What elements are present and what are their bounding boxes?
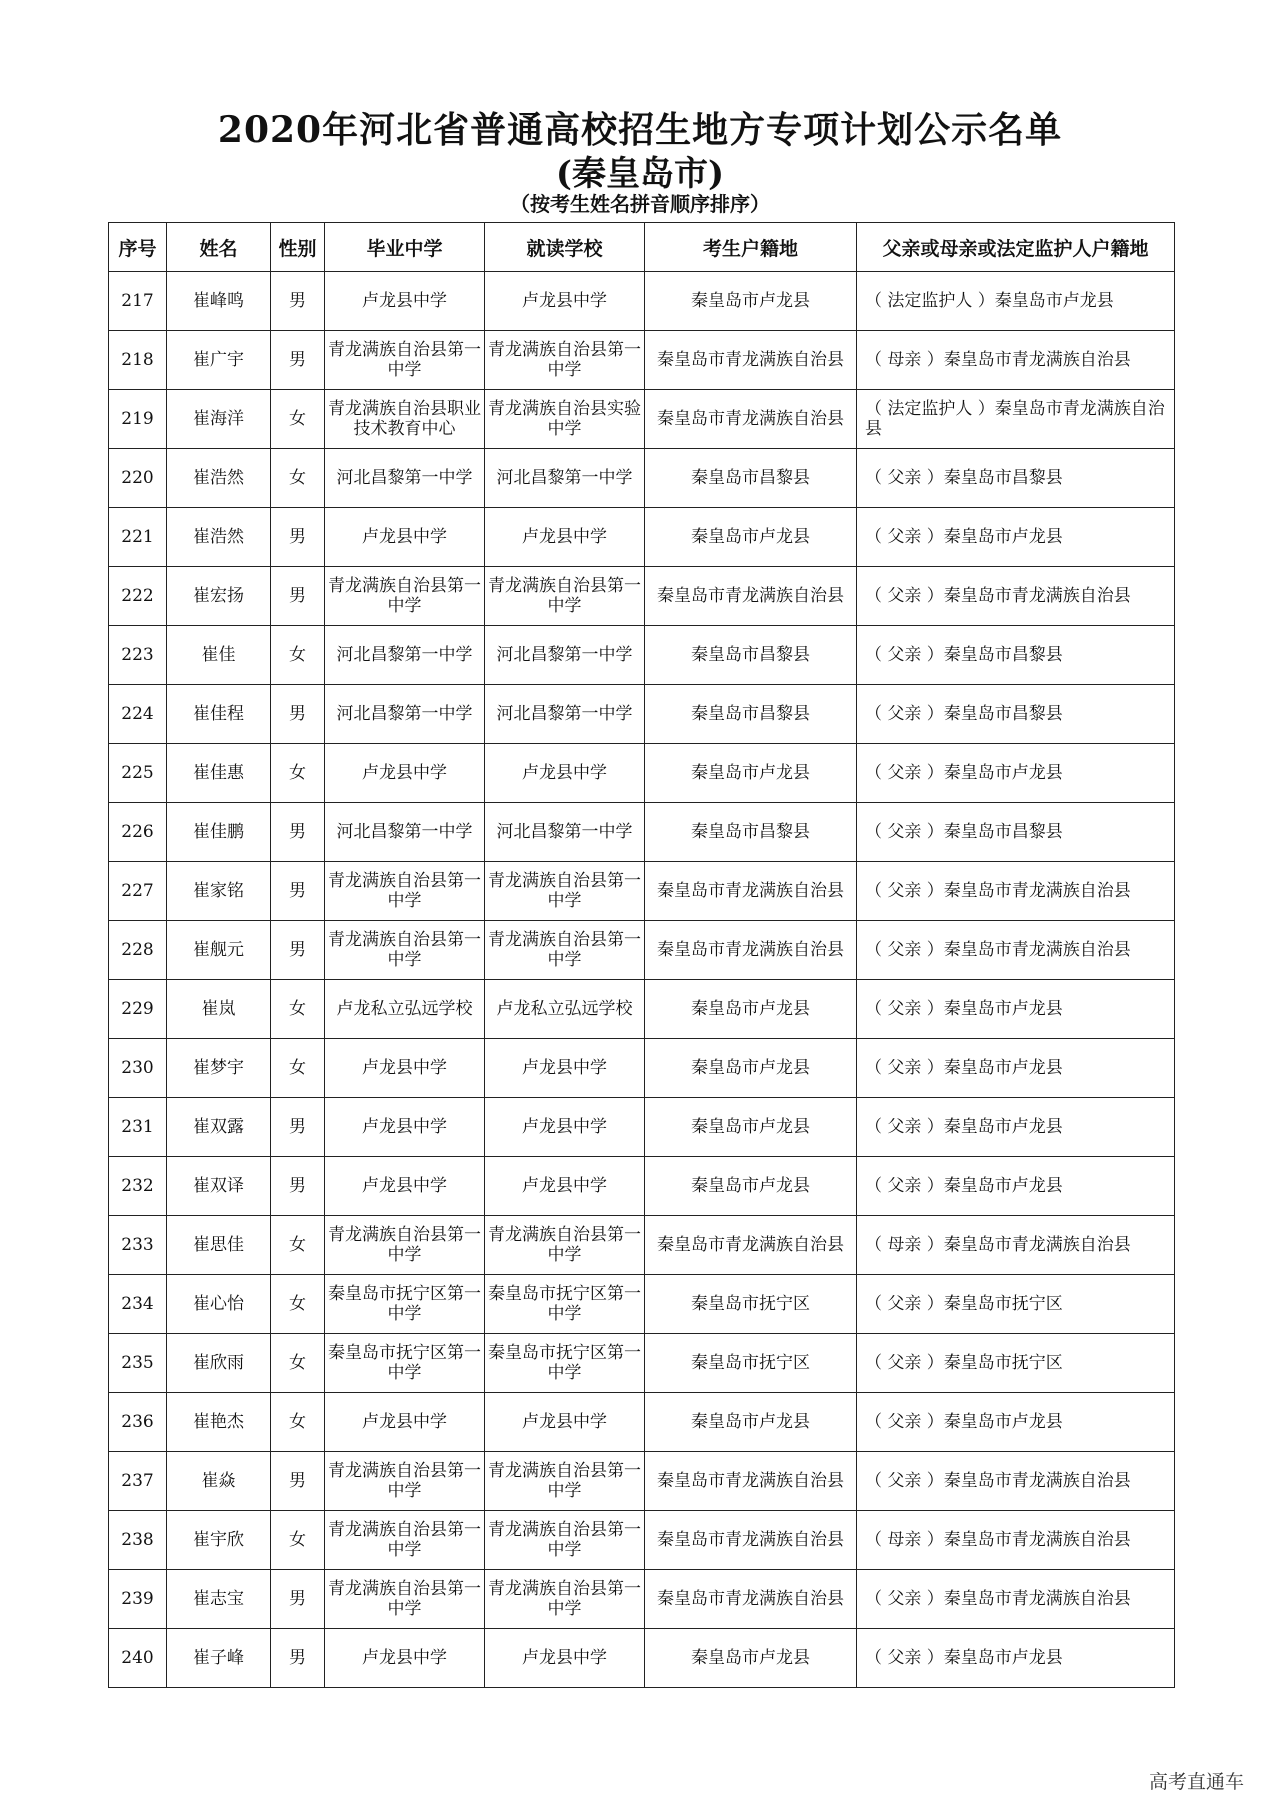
cell-current-school: 秦皇岛市抚宁区第一中学 <box>485 1334 645 1393</box>
cell-student-name: 崔舰元 <box>167 921 271 980</box>
cell-student-residence: 秦皇岛市青龙满族自治县 <box>645 1570 857 1629</box>
cell-guardian-residence: （ 母亲 ）秦皇岛市青龙满族自治县 <box>857 1511 1175 1570</box>
cell-guardian-residence: （ 父亲 ）秦皇岛市青龙满族自治县 <box>857 921 1175 980</box>
cell-student-residence: 秦皇岛市卢龙县 <box>645 1629 857 1688</box>
cell-seq: 217 <box>109 272 167 331</box>
cell-student-name: 崔心怡 <box>167 1275 271 1334</box>
cell-current-school: 卢龙县中学 <box>485 272 645 331</box>
table-row <box>109 803 1175 862</box>
cell-graduated-school: 卢龙县中学 <box>325 744 485 803</box>
cell-student-residence: 秦皇岛市抚宁区 <box>645 1334 857 1393</box>
cell-graduated-school: 河北昌黎第一中学 <box>325 803 485 862</box>
cell-seq: 222 <box>109 567 167 626</box>
cell-graduated-school: 青龙满族自治县第一中学 <box>325 331 485 390</box>
cell-seq: 238 <box>109 1511 167 1570</box>
cell-current-school: 卢龙县中学 <box>485 1098 645 1157</box>
cell-gender: 女 <box>271 626 325 685</box>
table-row <box>109 567 1175 626</box>
cell-gender: 女 <box>271 390 325 449</box>
cell-seq: 228 <box>109 921 167 980</box>
table-row <box>109 744 1175 803</box>
cell-student-residence: 秦皇岛市卢龙县 <box>645 980 857 1039</box>
cell-student-name: 崔浩然 <box>167 449 271 508</box>
cell-current-school: 河北昌黎第一中学 <box>485 803 645 862</box>
table-row <box>109 390 1175 449</box>
table-row <box>109 980 1175 1039</box>
cell-graduated-school: 青龙满族自治县第一中学 <box>325 1216 485 1275</box>
cell-student-residence: 秦皇岛市卢龙县 <box>645 1039 857 1098</box>
table-row <box>109 1570 1175 1629</box>
cell-gender: 女 <box>271 1275 325 1334</box>
cell-guardian-residence: （ 父亲 ）秦皇岛市青龙满族自治县 <box>857 1452 1175 1511</box>
cell-graduated-school: 青龙满族自治县第一中学 <box>325 1452 485 1511</box>
cell-seq: 230 <box>109 1039 167 1098</box>
cell-current-school: 青龙满族自治县第一中学 <box>485 331 645 390</box>
cell-seq: 240 <box>109 1629 167 1688</box>
cell-current-school: 卢龙县中学 <box>485 1629 645 1688</box>
cell-guardian-residence: （ 父亲 ）秦皇岛市抚宁区 <box>857 1275 1175 1334</box>
table-row <box>109 331 1175 390</box>
cell-student-residence: 秦皇岛市卢龙县 <box>645 272 857 331</box>
cell-gender: 男 <box>271 803 325 862</box>
table-row <box>109 921 1175 980</box>
cell-guardian-residence: （ 母亲 ）秦皇岛市青龙满族自治县 <box>857 1216 1175 1275</box>
cell-graduated-school: 河北昌黎第一中学 <box>325 626 485 685</box>
cell-seq: 227 <box>109 862 167 921</box>
cell-gender: 男 <box>271 1157 325 1216</box>
cell-gender: 男 <box>271 331 325 390</box>
cell-guardian-residence: （ 父亲 ）秦皇岛市卢龙县 <box>857 980 1175 1039</box>
cell-seq: 233 <box>109 1216 167 1275</box>
cell-gender: 男 <box>271 1098 325 1157</box>
cell-student-residence: 秦皇岛市昌黎县 <box>645 626 857 685</box>
cell-gender: 男 <box>271 567 325 626</box>
cell-student-residence: 秦皇岛市卢龙县 <box>645 1098 857 1157</box>
cell-student-residence: 秦皇岛市青龙满族自治县 <box>645 390 857 449</box>
cell-current-school: 河北昌黎第一中学 <box>485 449 645 508</box>
cell-graduated-school: 秦皇岛市抚宁区第一中学 <box>325 1275 485 1334</box>
table-row <box>109 626 1175 685</box>
cell-graduated-school: 河北昌黎第一中学 <box>325 685 485 744</box>
cell-student-residence: 秦皇岛市抚宁区 <box>645 1275 857 1334</box>
cell-student-name: 崔思佳 <box>167 1216 271 1275</box>
table-header-row <box>109 223 1175 272</box>
cell-seq: 237 <box>109 1452 167 1511</box>
table-row <box>109 685 1175 744</box>
cell-current-school: 秦皇岛市抚宁区第一中学 <box>485 1275 645 1334</box>
cell-student-residence: 秦皇岛市卢龙县 <box>645 1157 857 1216</box>
cell-guardian-residence: （ 法定监护人 ）秦皇岛市青龙满族自治县 <box>857 390 1175 449</box>
cell-seq: 231 <box>109 1098 167 1157</box>
cell-current-school: 青龙满族自治县第一中学 <box>485 862 645 921</box>
cell-guardian-residence: （ 父亲 ）秦皇岛市卢龙县 <box>857 508 1175 567</box>
cell-student-residence: 秦皇岛市卢龙县 <box>645 508 857 567</box>
cell-gender: 女 <box>271 744 325 803</box>
cell-student-name: 崔佳惠 <box>167 744 271 803</box>
cell-student-name: 崔佳程 <box>167 685 271 744</box>
cell-seq: 221 <box>109 508 167 567</box>
header-seq: 序号 <box>109 223 167 272</box>
cell-current-school: 河北昌黎第一中学 <box>485 626 645 685</box>
cell-guardian-residence: （ 父亲 ）秦皇岛市卢龙县 <box>857 744 1175 803</box>
cell-gender: 女 <box>271 1334 325 1393</box>
cell-student-residence: 秦皇岛市昌黎县 <box>645 449 857 508</box>
cell-graduated-school: 青龙满族自治县第一中学 <box>325 567 485 626</box>
header-guardian-residence: 父亲或母亲或法定监护人户籍地 <box>857 223 1175 272</box>
cell-graduated-school: 青龙满族自治县第一中学 <box>325 1570 485 1629</box>
cell-student-name: 崔宇欣 <box>167 1511 271 1570</box>
cell-student-name: 崔志宝 <box>167 1570 271 1629</box>
sort-note: （按考生姓名拼音顺序排序） <box>510 192 770 216</box>
cell-graduated-school: 卢龙县中学 <box>325 1098 485 1157</box>
cell-student-name: 崔岚 <box>167 980 271 1039</box>
table-row <box>109 1393 1175 1452</box>
cell-student-name: 崔宏扬 <box>167 567 271 626</box>
table-row <box>109 508 1175 567</box>
cell-student-residence: 秦皇岛市昌黎县 <box>645 685 857 744</box>
table-row <box>109 1216 1175 1275</box>
cell-guardian-residence: （ 父亲 ）秦皇岛市卢龙县 <box>857 1098 1175 1157</box>
cell-guardian-residence: （ 父亲 ）秦皇岛市卢龙县 <box>857 1393 1175 1452</box>
cell-seq: 239 <box>109 1570 167 1629</box>
cell-graduated-school: 河北昌黎第一中学 <box>325 449 485 508</box>
cell-graduated-school: 青龙满族自治县第一中学 <box>325 921 485 980</box>
cell-current-school: 卢龙县中学 <box>485 508 645 567</box>
cell-guardian-residence: （ 父亲 ）秦皇岛市卢龙县 <box>857 1039 1175 1098</box>
cell-graduated-school: 秦皇岛市抚宁区第一中学 <box>325 1334 485 1393</box>
cell-seq: 234 <box>109 1275 167 1334</box>
table-row <box>109 1098 1175 1157</box>
cell-current-school: 卢龙私立弘远学校 <box>485 980 645 1039</box>
cell-current-school: 青龙满族自治县第一中学 <box>485 1511 645 1570</box>
cell-seq: 226 <box>109 803 167 862</box>
table-row <box>109 1039 1175 1098</box>
cell-gender: 男 <box>271 921 325 980</box>
cell-guardian-residence: （ 父亲 ）秦皇岛市青龙满族自治县 <box>857 1570 1175 1629</box>
cell-current-school: 卢龙县中学 <box>485 744 645 803</box>
cell-student-name: 崔浩然 <box>167 508 271 567</box>
cell-student-name: 崔欣雨 <box>167 1334 271 1393</box>
table-row <box>109 1275 1175 1334</box>
cell-student-name: 崔双译 <box>167 1157 271 1216</box>
header-name: 姓名 <box>167 223 271 272</box>
roster-table <box>108 222 1175 1688</box>
cell-current-school: 青龙满族自治县第一中学 <box>485 567 645 626</box>
cell-guardian-residence: （ 父亲 ）秦皇岛市卢龙县 <box>857 1629 1175 1688</box>
cell-gender: 男 <box>271 272 325 331</box>
cell-seq: 224 <box>109 685 167 744</box>
cell-student-name: 崔双露 <box>167 1098 271 1157</box>
cell-current-school: 青龙满族自治县实验中学 <box>485 390 645 449</box>
cell-current-school: 卢龙县中学 <box>485 1157 645 1216</box>
header-graduated-school: 毕业中学 <box>325 223 485 272</box>
cell-seq: 220 <box>109 449 167 508</box>
cell-student-residence: 秦皇岛市卢龙县 <box>645 744 857 803</box>
cell-graduated-school: 卢龙私立弘远学校 <box>325 980 485 1039</box>
cell-gender: 男 <box>271 1570 325 1629</box>
cell-student-name: 崔焱 <box>167 1452 271 1511</box>
cell-student-name: 崔峰鸣 <box>167 272 271 331</box>
cell-guardian-residence: （ 父亲 ）秦皇岛市青龙满族自治县 <box>857 567 1175 626</box>
cell-student-residence: 秦皇岛市青龙满族自治县 <box>645 862 857 921</box>
cell-current-school: 河北昌黎第一中学 <box>485 685 645 744</box>
cell-student-name: 崔佳鹏 <box>167 803 271 862</box>
cell-guardian-residence: （ 父亲 ）秦皇岛市昌黎县 <box>857 449 1175 508</box>
cell-seq: 223 <box>109 626 167 685</box>
page-subtitle: (秦皇岛市) <box>555 154 725 194</box>
cell-guardian-residence: （ 父亲 ）秦皇岛市抚宁区 <box>857 1334 1175 1393</box>
cell-student-name: 崔艳杰 <box>167 1393 271 1452</box>
cell-guardian-residence: （ 法定监护人 ）秦皇岛市卢龙县 <box>857 272 1175 331</box>
cell-student-name: 崔梦宇 <box>167 1039 271 1098</box>
cell-current-school: 青龙满族自治县第一中学 <box>485 921 645 980</box>
cell-gender: 女 <box>271 1393 325 1452</box>
cell-student-residence: 秦皇岛市青龙满族自治县 <box>645 331 857 390</box>
cell-student-name: 崔广宇 <box>167 331 271 390</box>
cell-guardian-residence: （ 母亲 ）秦皇岛市青龙满族自治县 <box>857 331 1175 390</box>
cell-current-school: 青龙满族自治县第一中学 <box>485 1216 645 1275</box>
cell-seq: 229 <box>109 980 167 1039</box>
cell-graduated-school: 青龙满族自治县第一中学 <box>325 1511 485 1570</box>
cell-student-residence: 秦皇岛市青龙满族自治县 <box>645 921 857 980</box>
cell-gender: 女 <box>271 1511 325 1570</box>
cell-gender: 男 <box>271 862 325 921</box>
watermark: 高考直通车 <box>1148 1771 1244 1793</box>
cell-graduated-school: 卢龙县中学 <box>325 1157 485 1216</box>
cell-seq: 225 <box>109 744 167 803</box>
table-row <box>109 1511 1175 1570</box>
cell-graduated-school: 青龙满族自治县第一中学 <box>325 862 485 921</box>
cell-graduated-school: 青龙满族自治县职业技术教育中心 <box>325 390 485 449</box>
cell-graduated-school: 卢龙县中学 <box>325 1393 485 1452</box>
cell-gender: 男 <box>271 1629 325 1688</box>
table-row <box>109 1452 1175 1511</box>
cell-seq: 236 <box>109 1393 167 1452</box>
page-title: 2020年河北省普通高校招生地方专项计划公示名单 <box>217 109 1063 151</box>
cell-guardian-residence: （ 父亲 ）秦皇岛市昌黎县 <box>857 685 1175 744</box>
cell-graduated-school: 卢龙县中学 <box>325 1039 485 1098</box>
cell-gender: 男 <box>271 508 325 567</box>
cell-student-name: 崔子峰 <box>167 1629 271 1688</box>
cell-student-name: 崔家铭 <box>167 862 271 921</box>
cell-gender: 女 <box>271 1216 325 1275</box>
cell-current-school: 卢龙县中学 <box>485 1039 645 1098</box>
table-row <box>109 862 1175 921</box>
header-student-residence: 考生户籍地 <box>645 223 857 272</box>
cell-guardian-residence: （ 父亲 ）秦皇岛市卢龙县 <box>857 1157 1175 1216</box>
cell-student-name: 崔佳 <box>167 626 271 685</box>
cell-graduated-school: 卢龙县中学 <box>325 508 485 567</box>
table-row <box>109 1629 1175 1688</box>
cell-current-school: 青龙满族自治县第一中学 <box>485 1570 645 1629</box>
cell-student-residence: 秦皇岛市昌黎县 <box>645 803 857 862</box>
table-row <box>109 1157 1175 1216</box>
cell-gender: 女 <box>271 980 325 1039</box>
cell-seq: 218 <box>109 331 167 390</box>
cell-student-residence: 秦皇岛市青龙满族自治县 <box>645 1452 857 1511</box>
cell-student-residence: 秦皇岛市青龙满族自治县 <box>645 1511 857 1570</box>
cell-seq: 235 <box>109 1334 167 1393</box>
table-row <box>109 449 1175 508</box>
cell-student-residence: 秦皇岛市青龙满族自治县 <box>645 567 857 626</box>
cell-gender: 男 <box>271 1452 325 1511</box>
cell-gender: 女 <box>271 449 325 508</box>
cell-guardian-residence: （ 父亲 ）秦皇岛市青龙满族自治县 <box>857 862 1175 921</box>
cell-student-name: 崔海洋 <box>167 390 271 449</box>
header-gender: 性别 <box>271 223 325 272</box>
cell-guardian-residence: （ 父亲 ）秦皇岛市昌黎县 <box>857 626 1175 685</box>
cell-current-school: 卢龙县中学 <box>485 1393 645 1452</box>
cell-graduated-school: 卢龙县中学 <box>325 1629 485 1688</box>
cell-gender: 男 <box>271 685 325 744</box>
table-row <box>109 272 1175 331</box>
cell-graduated-school: 卢龙县中学 <box>325 272 485 331</box>
cell-current-school: 青龙满族自治县第一中学 <box>485 1452 645 1511</box>
cell-student-residence: 秦皇岛市青龙满族自治县 <box>645 1216 857 1275</box>
cell-gender: 女 <box>271 1039 325 1098</box>
cell-guardian-residence: （ 父亲 ）秦皇岛市昌黎县 <box>857 803 1175 862</box>
cell-seq: 232 <box>109 1157 167 1216</box>
table-row <box>109 1334 1175 1393</box>
cell-student-residence: 秦皇岛市卢龙县 <box>645 1393 857 1452</box>
cell-seq: 219 <box>109 390 167 449</box>
header-current-school: 就读学校 <box>485 223 645 272</box>
